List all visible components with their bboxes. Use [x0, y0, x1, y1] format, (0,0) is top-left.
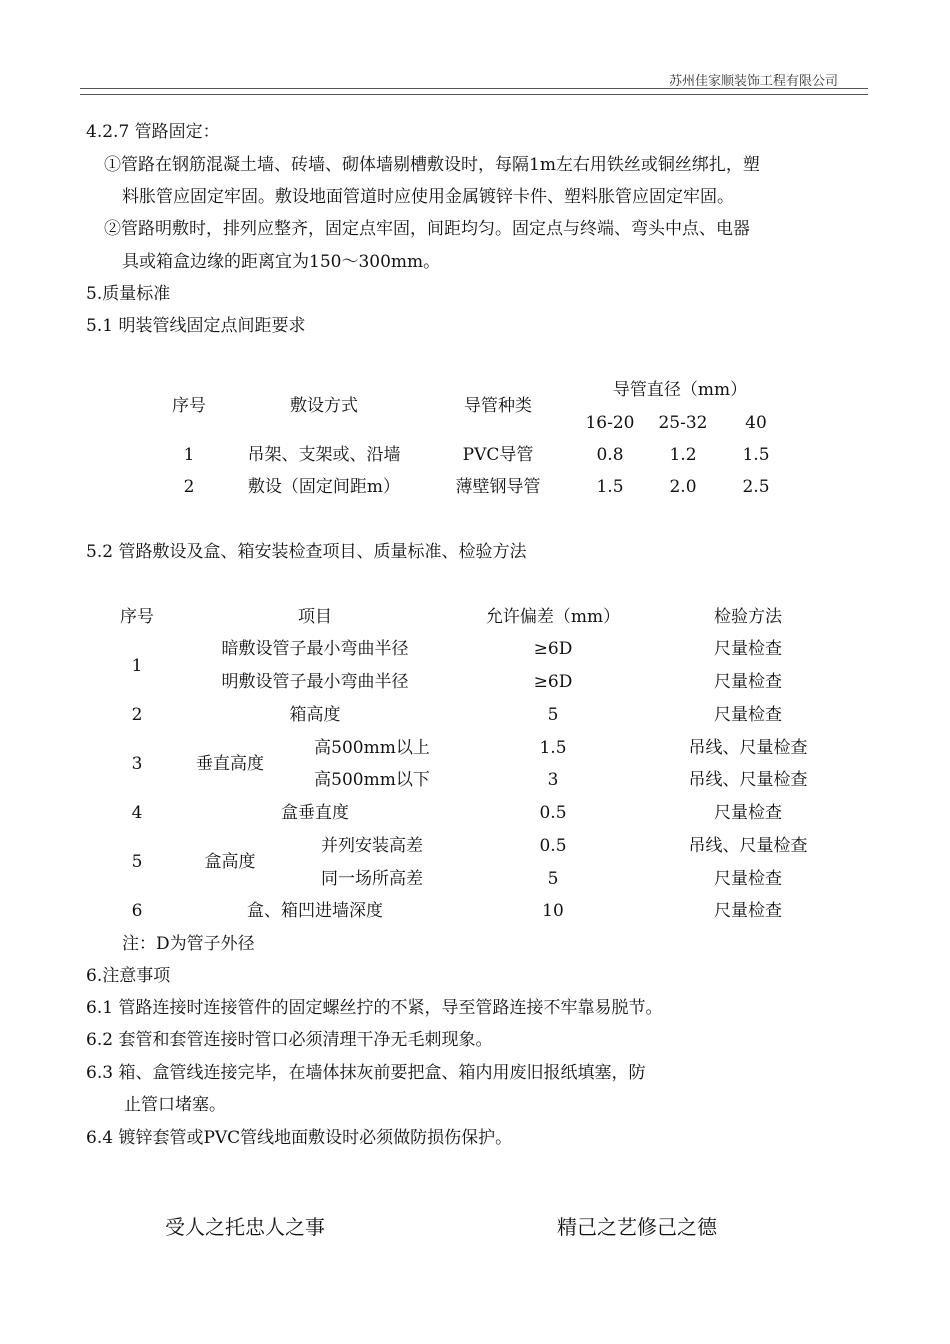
table1-row2-v1: 1.5	[596, 477, 624, 497]
table2-row5-no: 5	[131, 852, 143, 872]
header-rule	[80, 88, 868, 95]
section-5-2-title: 5.2 管路敷设及盒、箱安装检查项目、质量标准、检验方法	[86, 542, 527, 562]
table2-row3b-item: 高500mm以下	[314, 770, 430, 790]
table1-header-method: 敷设方式	[290, 396, 358, 416]
table2-row2-item: 箱高度	[289, 705, 341, 725]
section-4-2-7-title: 4.2.7 管路固定：	[86, 122, 220, 142]
table1-header-dia-1: 16-20	[585, 413, 635, 433]
table2-row1a-tolerance: ≥6D	[533, 639, 573, 659]
table2-row1a-check: 尺量检查	[714, 639, 782, 659]
section-6-1: 6.1 管路连接时连接管件的固定螺丝拧的不紧，导至管路连接不牢靠易脱节。	[86, 998, 663, 1018]
table1-row1-no: 1	[183, 445, 195, 465]
table1-row2-no: 2	[183, 477, 195, 497]
table1-row1-method: 吊架、支架或、沿墙	[247, 445, 401, 465]
table1-header-no: 序号	[172, 396, 206, 416]
section-5-1-title: 5.1 明装管线固定点间距要求	[86, 316, 306, 336]
table2-row1a-item: 暗敷设管子最小弯曲半径	[221, 639, 409, 659]
table1-row1-v3: 1.5	[742, 445, 770, 465]
table2-row3a-check: 吊线、尺量检查	[688, 738, 808, 758]
section-6-3-line-2: 止管口堵塞。	[124, 1095, 226, 1115]
motto-right: 精己之艺修己之德	[557, 1215, 717, 1239]
paragraph-1-line-1: ①管路在钢筋混凝土墙、砖墙、砌体墙剔槽敷设时，每隔1m左右用铁丝或铜丝绑扎，塑	[104, 155, 760, 175]
table2-row5b-tolerance: 5	[547, 869, 559, 889]
table2-row1b-tolerance: ≥6D	[533, 672, 573, 692]
table2-row4-no: 4	[131, 803, 143, 823]
table2-header-no: 序号	[120, 607, 154, 627]
table2-row1-no: 1	[131, 656, 143, 676]
table2-row5b-check: 尺量检查	[714, 869, 782, 889]
table2-row3-group: 垂直高度	[196, 754, 264, 774]
table2-row4-check: 尺量检查	[714, 803, 782, 823]
table2-row2-check: 尺量检查	[714, 705, 782, 725]
table2-header-item: 项目	[298, 607, 332, 627]
table2-row6-item: 盒、箱凹进墙深度	[247, 901, 383, 921]
table2-row1b-item: 明敷设管子最小弯曲半径	[221, 672, 409, 692]
table1-row1-v2: 1.2	[669, 445, 697, 465]
table2-row5-group: 盒高度	[204, 852, 256, 872]
table2-row3-no: 3	[131, 754, 143, 774]
table2-row3b-tolerance: 3	[547, 770, 559, 790]
table1-header-type: 导管种类	[464, 396, 532, 416]
table1-row2-type: 薄壁钢导管	[455, 477, 541, 497]
section-6-4: 6.4 镀锌套管或PVC管线地面敷设时必须做防损伤保护。	[86, 1128, 513, 1148]
table1-header-diameter: 导管直径（mm）	[612, 380, 748, 400]
table1-row1-type: PVC导管	[462, 445, 534, 465]
table2-row3a-tolerance: 1.5	[539, 738, 567, 758]
table2-header-tolerance: 允许偏差（mm）	[485, 607, 621, 627]
paragraph-2-line-2: 具或箱盒边缘的距离宜为150～300mm。	[122, 252, 441, 272]
table1-row2-v3: 2.5	[742, 477, 770, 497]
table2-row6-no: 6	[131, 901, 143, 921]
table2-row3b-check: 吊线、尺量检查	[688, 770, 808, 790]
table1-row2-v2: 2.0	[669, 477, 697, 497]
paragraph-2-line-1: ②管路明敷时，排列应整齐，固定点牢固，间距均匀。固定点与终端、弯头中点、电器	[104, 219, 750, 239]
table2-row6-tolerance: 10	[542, 901, 564, 921]
table1-header-dia-2: 25-32	[658, 413, 708, 433]
table2-note: 注：D为管子外径	[122, 934, 255, 954]
header-company: 苏州佳家顺装饰工程有限公司	[668, 74, 838, 89]
table2-row5a-item: 并列安装高差	[321, 836, 423, 856]
table2-row5b-item: 同一场所高差	[321, 869, 423, 889]
table2-row6-check: 尺量检查	[714, 901, 782, 921]
table2-row4-item: 盒垂直度	[281, 803, 349, 823]
section-6-title: 6.注意事项	[86, 966, 171, 986]
table1-row1-v1: 0.8	[596, 445, 624, 465]
table2-row3a-item: 高500mm以上	[314, 738, 430, 758]
table2-row1b-check: 尺量检查	[714, 672, 782, 692]
table2-header-check: 检验方法	[714, 607, 782, 627]
table2-row4-tolerance: 0.5	[539, 803, 567, 823]
table1-header-dia-3: 40	[745, 413, 767, 433]
table2-row2-no: 2	[131, 705, 143, 725]
table1-row2-method: 敷设（固定间距m）	[247, 477, 401, 497]
section-5-title: 5.质量标准	[86, 284, 171, 304]
section-6-3-line-1: 6.3 箱、盒管线连接完毕，在墙体抹灰前要把盒、箱内用废旧报纸填塞，防	[86, 1063, 646, 1083]
table2-row5a-check: 吊线、尺量检查	[688, 836, 808, 856]
paragraph-1-line-2: 料胀管应固定牢固。敷设地面管道时应使用金属镀锌卡件、塑料胀管应固定牢固。	[122, 187, 734, 207]
table2-row2-tolerance: 5	[547, 705, 559, 725]
motto-left: 受人之托忠人之事	[165, 1215, 325, 1239]
section-6-2: 6.2 套管和套管连接时管口必须清理干净无毛刺现象。	[86, 1030, 493, 1050]
table2-row5a-tolerance: 0.5	[539, 836, 567, 856]
